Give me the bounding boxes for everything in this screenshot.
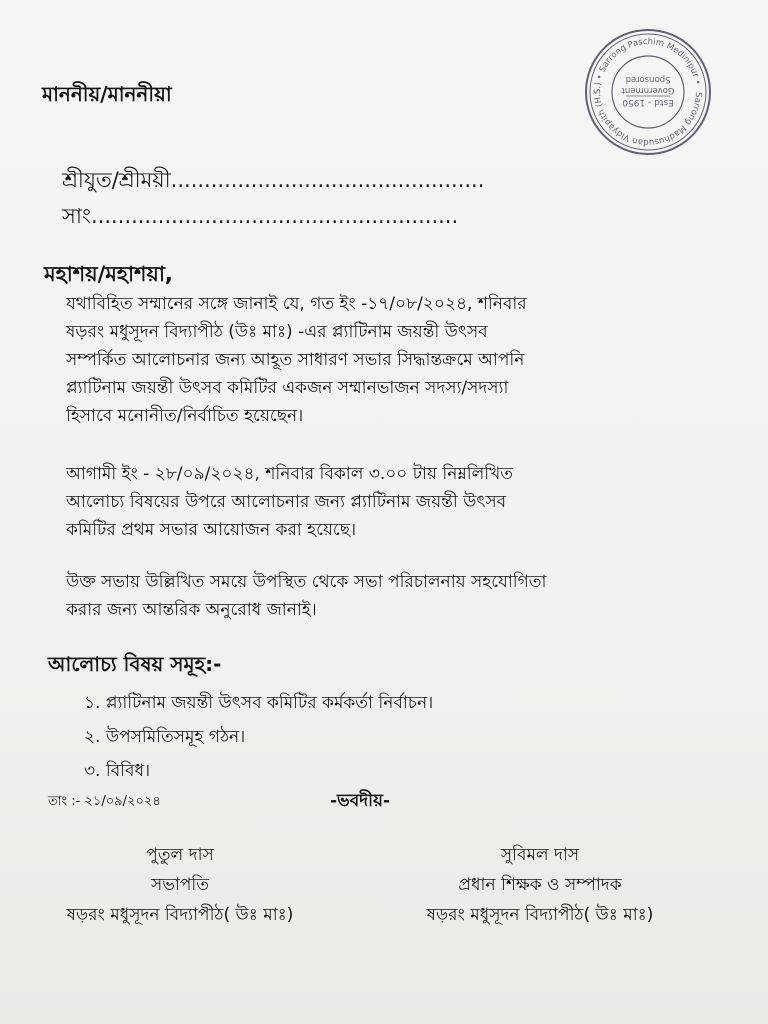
name-label: শ্রীযুত/শ্রীময়ী [62, 168, 171, 192]
greeting: মহাশয়/মহাশয়া, [44, 262, 173, 286]
signatory-name: সুবিমল দাস [500, 845, 580, 865]
paragraph-2-line: কমিটির প্রথম সভার আয়োজন করা হয়েছে। [66, 520, 357, 540]
agenda-item: ২. উপসমিতিসমূহ গঠন। [84, 727, 246, 747]
paragraph-1-line: ষড়রং মধুসূদন বিদ্যাপীঠ (উঃ মাঃ) -এর প্ল্যাটিনাম জয়ন্তী উৎসব [66, 322, 488, 342]
letter-date: তাং :- ২১/০৯/২০২৪ [48, 794, 161, 809]
address-line [62, 200, 458, 235]
agenda-item: ৩. বিবিধ। [84, 761, 151, 781]
paragraph-1 [66, 290, 666, 430]
address-blank: ....................................................... [91, 204, 459, 228]
paragraph-1-line: প্ল্যাটিনাম জয়ন্তী উৎসব কমিটির একজন সম্মানভাজন সদস্য/সদস্যা [66, 378, 509, 398]
signatory-title: প্রধান শিক্ষক ও সম্পাদক [458, 875, 622, 895]
signatory-org: ষড়রং মধুসূদন বিদ্যাপীঠ( উঃ মাঃ) [426, 905, 654, 925]
name-blank: ............................................... [170, 168, 485, 192]
paragraph-1-line: যথাবিহিত সম্মানের সঙ্গে জানাই যে, গত ইং -১৭/০৮/২০২৪, শনিবার [66, 294, 527, 314]
signatory-president [20, 840, 340, 930]
signatory-headmaster [390, 840, 690, 930]
stamp-ring-textpath: Sarrong Madhusudan Vidyapith (H.S.) • Sarrong Paschim Medinipur • [592, 36, 704, 148]
stamp-center-line-2: Government [621, 85, 675, 95]
regards: -ভবদীয়- [330, 791, 391, 811]
stamp-center-line-1: Estd - 1950 [622, 97, 674, 107]
agenda-list [84, 686, 433, 788]
paragraph-1-line: সম্পর্কিত আলোচনার জন্য আহূত সাধারণ সভার সিদ্ধান্তক্রমে আপনি [66, 350, 525, 370]
paragraph-3-line: করার জন্য আন্তরিক অনুরোধ জানাই। [66, 600, 317, 620]
school-seal-stamp [582, 26, 714, 158]
agenda-item: ১. প্ল্যাটিনাম জয়ন্তী উৎসব কমিটির কর্মকর্তা নির্বাচন। [84, 693, 434, 713]
signatory-title: সভাপতি [151, 875, 209, 895]
stamp-center-line-3: Sponsored [625, 74, 671, 84]
agenda-title: আলোচ্য বিষয় সমূহ:- [48, 652, 222, 676]
signatory-org: ষড়রং মধুসূদন বিদ্যাপীঠ( উঃ মাঃ) [66, 905, 294, 925]
name-line [62, 164, 484, 199]
paragraph-2-line: আগামী ইং - ২৮/০৯/২০২৪, শনিবার বিকাল ৩.০০ টায় নিম্নলিখিত [66, 464, 514, 484]
paragraph-2 [66, 460, 513, 544]
paragraph-1-line: হিসাবে মনোনীত/নির্বাচিত হয়েছেন। [66, 406, 304, 426]
signatory-name: পুতুল দাস [146, 845, 214, 865]
paragraph-2-line: আলোচ্য বিষয়ের উপরে আলোচনার জন্য প্ল্যাটিনাম জয়ন্তী উৎসব [66, 492, 507, 512]
paragraph-3 [66, 568, 546, 624]
paragraph-3-line: উক্ত সভায় উল্লিখিত সময়ে উপস্থিত থেকে সভা পরিচালনায় সহযোগিতা [66, 572, 547, 592]
salutation: মাননীয়/মাননীয়া [42, 82, 172, 106]
address-label: সাং [62, 204, 92, 228]
